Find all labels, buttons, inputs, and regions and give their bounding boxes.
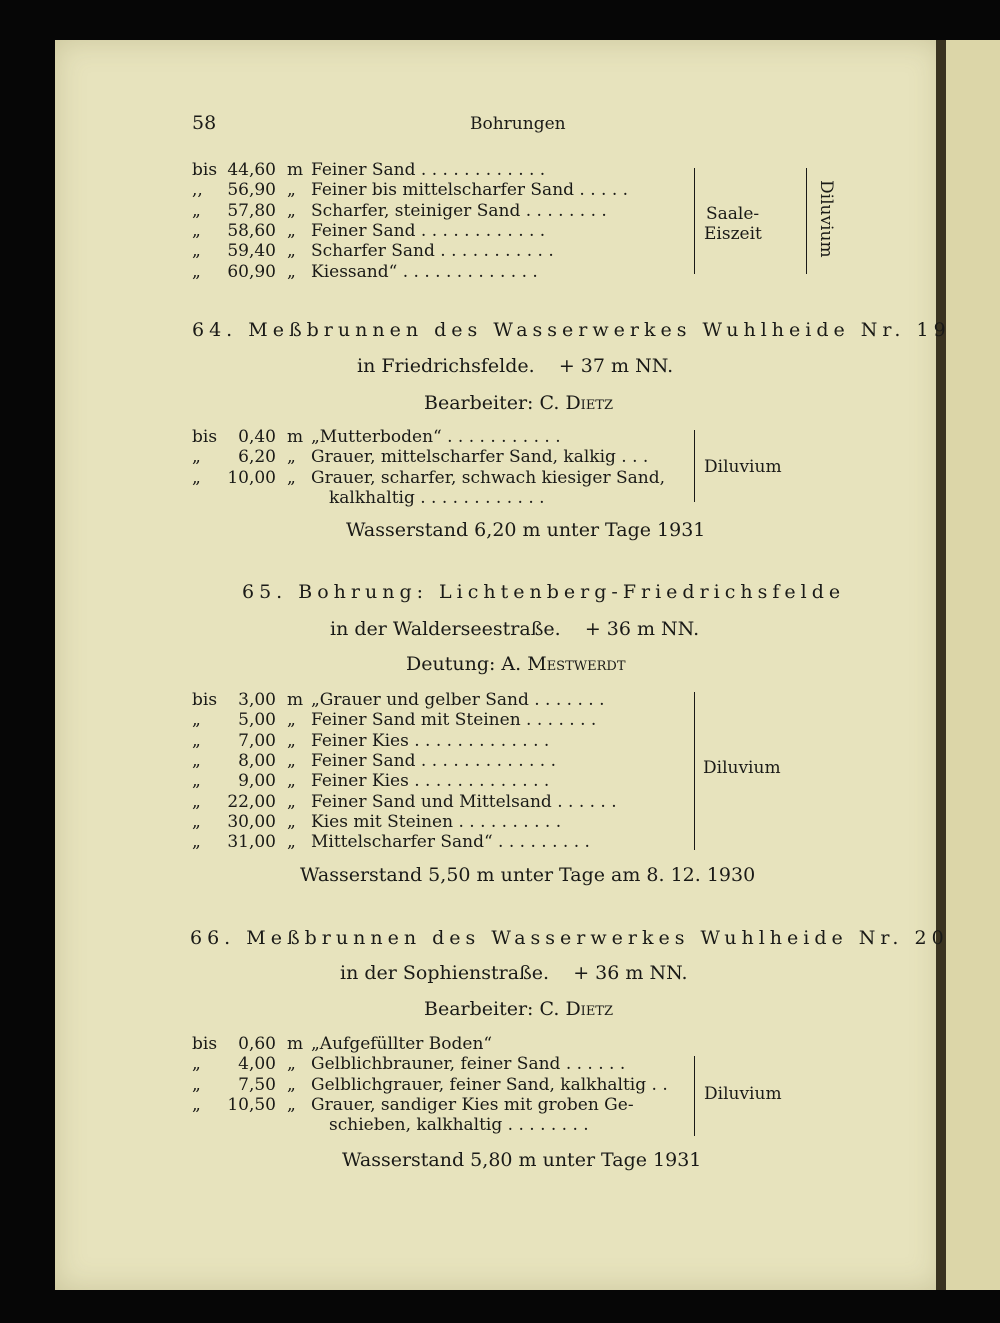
row-prefix: „ (192, 220, 201, 241)
row-description: Feiner Kies . . . . . . . . . . . . . (311, 730, 550, 751)
row-description: Gelblichbrauner, feiner Sand . . . . . . (311, 1054, 626, 1075)
row-description: Feiner bis mittelscharfer Sand . . . . . (311, 180, 629, 201)
row-depth: 22,00 (227, 791, 276, 812)
row-unit: „ (287, 811, 296, 832)
row-description: „Grauer und gelber Sand . . . . . . . (311, 690, 605, 710)
row-depth: 6,20 (238, 447, 276, 468)
row-unit: „ (287, 220, 296, 241)
row-prefix: bis (192, 160, 218, 180)
section-64-location: in Friedrichsfelde. + 37 m NN. (357, 355, 674, 377)
row-description: „Aufgefüllter Boden“ (311, 1034, 493, 1054)
row-unit: m (287, 1034, 304, 1054)
row-description: kalkhaltig . . . . . . . . . . . . (329, 487, 545, 508)
row-prefix: ,, (192, 180, 203, 201)
section-65-water-level: Wasserstand 5,50 m unter Tage am 8. 12. 1930 (300, 864, 756, 886)
section-65-title: 65. Bohrung: Lichtenberg-Friedrichsfelde (242, 581, 846, 603)
row-depth: 58,60 (227, 220, 276, 241)
row-depth: 7,50 (238, 1074, 276, 1095)
bracket-66-label: Diluvium (704, 1084, 782, 1104)
row-unit: m (287, 690, 304, 710)
section-66-title: 66. Meßbrunnen des Wasserwerkes Wuhlheide Nr. 20 (190, 927, 949, 949)
row-unit: „ (287, 241, 296, 262)
book-spine (936, 40, 946, 1290)
author-name: Dietz (565, 392, 614, 414)
bracket-66 (676, 1056, 695, 1136)
row-depth: 0,40 (238, 427, 276, 447)
row-description: Feiner Sand . . . . . . . . . . . . (311, 160, 546, 180)
vertical-label-diluvium: Diluvium (816, 180, 836, 258)
section-64-water-level: Wasserstand 6,20 m unter Tage 1931 (346, 519, 706, 541)
running-title: Bohrungen (470, 114, 566, 134)
row-description: Scharfer, steiniger Sand . . . . . . . . (311, 200, 607, 221)
row-description: Feiner Sand . . . . . . . . . . . . (311, 220, 546, 241)
row-depth: 3,00 (238, 690, 276, 710)
bracket-label-eiszeit: Eiszeit (704, 224, 762, 244)
row-depth: 44,60 (227, 160, 276, 180)
row-prefix: bis (192, 690, 218, 710)
row-depth: 57,80 (227, 200, 276, 221)
row-unit: „ (287, 710, 296, 731)
row-unit: m (287, 160, 304, 180)
row-depth: 60,90 (227, 261, 276, 282)
row-description: Mittelscharfer Sand“ . . . . . . . . . (311, 832, 590, 853)
row-description: Gelblichgrauer, feiner Sand, kalkhaltig . . (311, 1074, 668, 1095)
row-prefix: „ (192, 832, 201, 853)
row-prefix: „ (192, 447, 201, 468)
row-prefix: „ (192, 1054, 201, 1075)
row-description: Feiner Sand mit Steinen . . . . . . . (311, 710, 597, 731)
row-prefix: „ (192, 771, 201, 792)
bracket-diluvium-top (790, 168, 807, 274)
row-prefix: „ (192, 710, 201, 731)
row-unit: „ (287, 771, 296, 792)
row-prefix: „ (192, 261, 201, 282)
row-description: Grauer, scharfer, schwach kiesiger Sand, (311, 467, 665, 488)
section-65-location: in der Walderseestraße. + 36 m NN. (330, 618, 700, 640)
row-depth: 9,00 (238, 771, 276, 792)
section-65-author (406, 654, 626, 674)
row-unit: „ (287, 730, 296, 751)
facing-page-edge (946, 40, 1000, 1290)
row-unit: „ (287, 1054, 296, 1075)
section-64-author (424, 393, 613, 413)
row-prefix: „ (192, 811, 201, 832)
row-description: Grauer, sandiger Kies mit groben Ge- (311, 1094, 634, 1115)
row-prefix: „ (192, 730, 201, 751)
row-prefix: „ (192, 1094, 201, 1115)
row-prefix: „ (192, 241, 201, 262)
author-prefix: Bearbeiter: C. (424, 998, 566, 1020)
row-description: Feiner Sand und Mittelsand . . . . . . (311, 791, 617, 812)
bracket-65-label: Diluvium (703, 758, 781, 778)
row-prefix: bis (192, 1034, 218, 1054)
row-prefix: „ (192, 467, 201, 488)
row-unit: m (287, 427, 304, 447)
row-description: Feiner Kies . . . . . . . . . . . . . (311, 771, 550, 792)
row-depth: 30,00 (227, 811, 276, 832)
bracket-65 (676, 692, 695, 850)
row-depth: 0,60 (238, 1034, 276, 1054)
row-depth: 59,40 (227, 241, 276, 262)
section-66-water-level: Wasserstand 5,80 m unter Tage 1931 (342, 1149, 702, 1171)
row-unit: „ (287, 1074, 296, 1095)
row-depth: 5,00 (238, 710, 276, 731)
row-depth: 4,00 (238, 1054, 276, 1075)
row-unit: „ (287, 832, 296, 853)
row-description: Grauer, mittelscharfer Sand, kalkig . . . (311, 447, 649, 468)
row-depth: 10,50 (227, 1094, 276, 1115)
author-prefix: Bearbeiter: C. (424, 392, 566, 414)
row-prefix: „ (192, 791, 201, 812)
row-depth: 56,90 (227, 180, 276, 201)
row-unit: „ (287, 1094, 296, 1115)
section-64-title: 64. Meßbrunnen des Wasserwerkes Wuhlheide Nr. 19 (192, 319, 951, 341)
bracket-label-saale: Saale- (706, 204, 760, 224)
row-description: schieben, kalkhaltig . . . . . . . . (329, 1115, 589, 1136)
row-depth: 10,00 (227, 467, 276, 488)
row-prefix: bis (192, 427, 218, 447)
row-prefix: „ (192, 1074, 201, 1095)
row-depth: 8,00 (238, 750, 276, 771)
bracket-saale-eiszeit (676, 168, 695, 274)
bracket-64-label: Diluvium (704, 457, 782, 477)
page-number: 58 (192, 112, 217, 134)
row-description: Kiessand“ . . . . . . . . . . . . . (311, 261, 538, 282)
row-description: „Mutterboden“ . . . . . . . . . . . (311, 427, 561, 447)
row-unit: „ (287, 200, 296, 221)
section-66-author (424, 999, 613, 1019)
row-prefix: „ (192, 750, 201, 771)
row-unit: „ (287, 447, 296, 468)
row-unit: „ (287, 261, 296, 282)
row-depth: 7,00 (238, 730, 276, 751)
author-name: Dietz (565, 998, 614, 1020)
row-depth: 31,00 (227, 832, 276, 853)
author-prefix: Deutung: A. (406, 653, 528, 675)
row-unit: „ (287, 750, 296, 771)
author-name: Mestwerdt (527, 653, 626, 675)
row-unit: „ (287, 791, 296, 812)
row-unit: „ (287, 180, 296, 201)
row-description: Scharfer Sand . . . . . . . . . . . (311, 241, 554, 262)
row-description: Feiner Sand . . . . . . . . . . . . . (311, 750, 557, 771)
row-description: Kies mit Steinen . . . . . . . . . . (311, 811, 562, 832)
bracket-64 (676, 430, 695, 502)
row-unit: „ (287, 467, 296, 488)
section-66-location: in der Sophienstraße. + 36 m NN. (340, 962, 688, 984)
row-prefix: „ (192, 200, 201, 221)
